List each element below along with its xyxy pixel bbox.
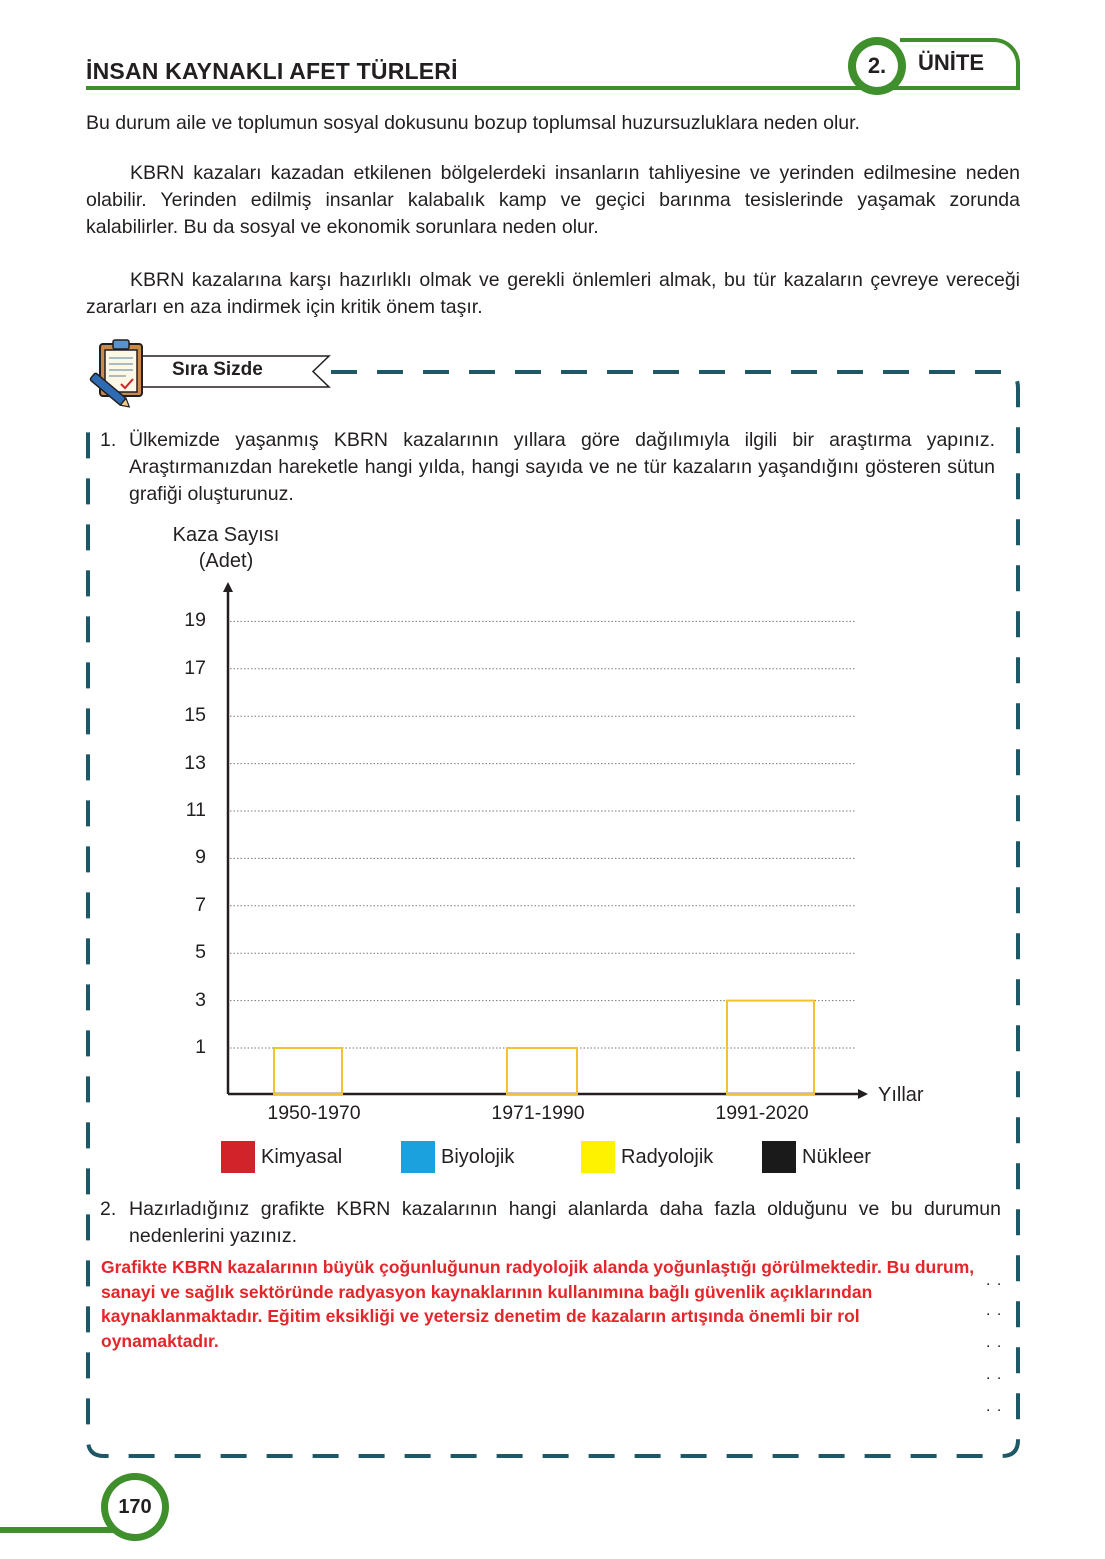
- legend-swatch: [221, 1141, 255, 1173]
- page-title: İNSAN KAYNAKLI AFET TÜRLERİ: [86, 58, 458, 84]
- legend-label: Radyolojik: [621, 1145, 714, 1168]
- question-2-number: 2.: [100, 1198, 117, 1220]
- unit-number: 2.: [856, 45, 898, 87]
- y-axis-title-line2: (Adet): [198, 550, 254, 572]
- x-tick-label: 1950-1970: [267, 1102, 361, 1124]
- answer-dots: . .: [986, 1398, 1003, 1415]
- x-axis-arrow: [858, 1089, 868, 1099]
- bar-1950-1970: [274, 1048, 342, 1094]
- legend-label: Biyolojik: [441, 1145, 515, 1168]
- answer-text: Grafikte KBRN kazalarının büyük çoğunluğunun radyolojik alanda yoğunlaştığı görülmektedir. Bu durum, sanayi ve sağlık sektöründe radyasyon kaynaklarının kullanımına bağlı güvenlik açıklarından kaynaklanmaktadır. Eğitim eksikliği ve yetersiz denetim de kazaların artışında önemli bir rol oynamaktadır.: [101, 1257, 975, 1351]
- paragraph-1: Bu durum aile ve toplumun sosyal dokusunu bozup toplumsal huzursuzluklara neden olur.: [86, 112, 860, 134]
- paragraph-2: KBRN kazaları kazadan etkilenen bölgelerdeki insanların tahliyesine ve yerinden edilmesine neden olabilir. Yerinden edilmiş insanlar kalabalık kamp ve geçici barınma tesislerinde yaşamak zorunda kalabilirler. Bu da sosyal ve ekonomik sorunlara neden olur.: [86, 162, 1020, 238]
- x-tick-label: 1991-2020: [715, 1102, 809, 1124]
- y-tick-label: 1: [195, 1036, 206, 1058]
- y-tick-label: 9: [195, 846, 206, 869]
- answer-dots: . .: [986, 1334, 1003, 1351]
- question-1-number: 1.: [100, 429, 117, 451]
- y-tick-label: 15: [184, 704, 206, 727]
- question-2-text: Hazırladığınız grafikte KBRN kazalarının hangi alanlarda daha fazla olduğunu ve bu durumun nedenlerini yazınız.: [129, 1198, 1001, 1247]
- answer-dots: . .: [986, 1272, 1003, 1289]
- x-tick-label: 1971-1990: [491, 1102, 585, 1124]
- bar-1991-2020: [727, 1001, 814, 1094]
- legend-swatch: [401, 1141, 435, 1173]
- y-axis-title-line1: Kaza Sayısı: [172, 524, 280, 546]
- legend-label: Nükleer: [802, 1145, 871, 1168]
- legend-swatch: [581, 1141, 615, 1173]
- unit-label: ÜNİTE: [918, 50, 984, 75]
- legend-item: [401, 1140, 514, 1174]
- y-axis-arrow: [223, 582, 233, 592]
- bar-1971-1990: [507, 1048, 577, 1094]
- legend-item: [221, 1140, 342, 1174]
- legend-item: [762, 1140, 871, 1174]
- y-tick-label: 19: [184, 609, 206, 632]
- legend-swatch: [762, 1141, 796, 1173]
- answer-dots: . .: [986, 1302, 1003, 1319]
- y-tick-label: 11: [185, 799, 206, 821]
- y-tick-label: 7: [195, 893, 206, 916]
- y-tick-label: 13: [184, 751, 206, 774]
- paragraph-3: KBRN kazalarına karşı hazırlıklı olmak ve gerekli önlemleri almak, bu tür kazaların çevreye vereceği zararları en aza indirmek için kritik önem taşır.: [86, 269, 1020, 318]
- page-number: 170: [108, 1480, 162, 1534]
- question-1-text: Ülkemizde yaşanmış KBRN kazalarının yıllara göre dağılımıyla ilgili bir araştırma yapınız. Araştırmanızdan hareketle hangi yılda, hangi sayıda ve ne tür kazaların yaşandığını gösteren sütun grafiği oluşturunuz.: [129, 429, 995, 505]
- answer-dots: . .: [986, 1366, 1003, 1383]
- x-axis-title: Yıllar: [878, 1084, 924, 1106]
- legend-item: [581, 1140, 713, 1174]
- y-tick-label: 17: [184, 656, 206, 679]
- y-tick-label: 3: [195, 988, 206, 1011]
- y-tick-label: 5: [195, 941, 206, 964]
- activity-title: Sıra Sizde: [172, 359, 263, 380]
- legend-label: Kimyasal: [261, 1145, 343, 1168]
